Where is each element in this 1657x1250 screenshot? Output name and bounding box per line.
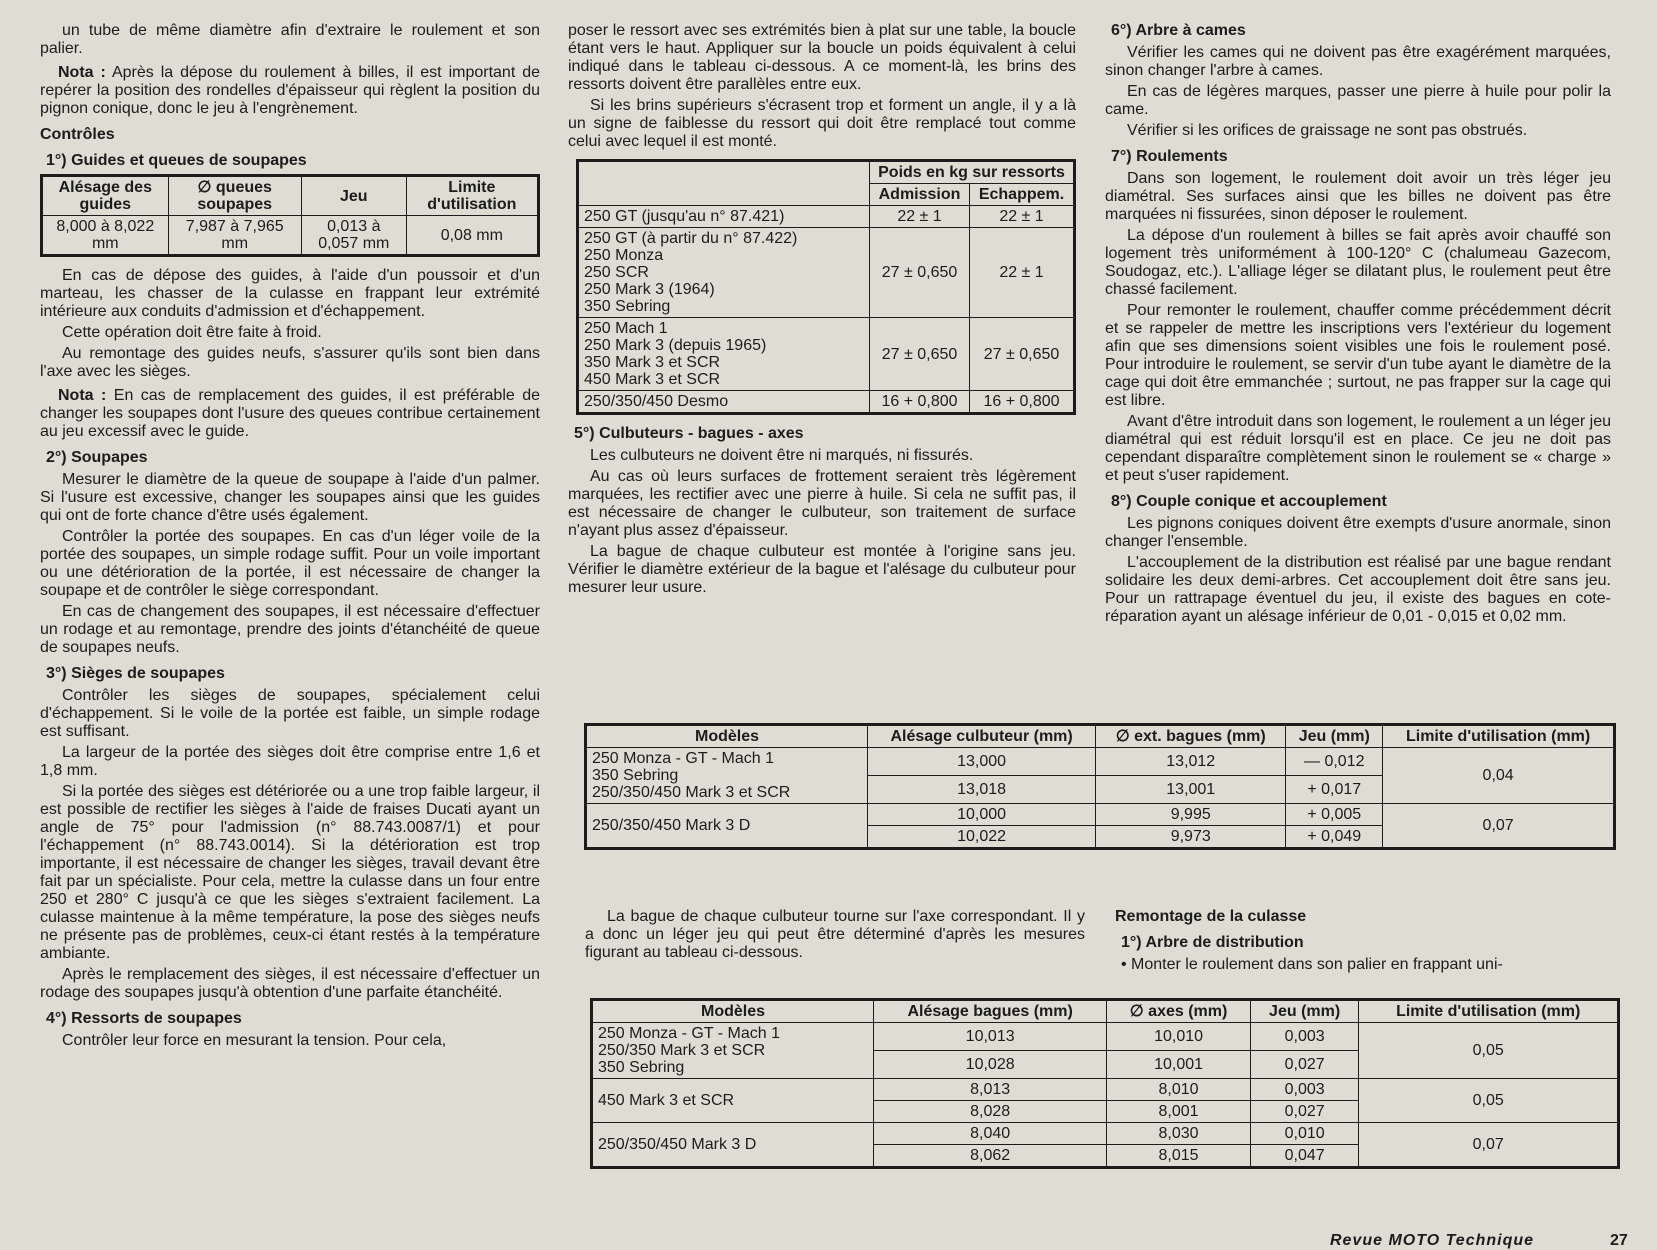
- model-name: 250 Monza - GT - Mach 1: [598, 1025, 780, 1042]
- note-text: En cas de remplacement des guides, il est préférable de changer les soupapes dont l'usure des queues contribue certainement au jeu excessif avec le guide.: [40, 387, 540, 440]
- model-name: 250/350/450 Mark 3 et SCR: [592, 784, 791, 801]
- table-header: ∅ axes (mm): [1107, 1000, 1251, 1023]
- model-name: 450 Mark 3 et SCR: [598, 1092, 735, 1109]
- paragraph: La dépose d'un roulement à billes se fait après avoir chauffé son logement très uniformément à 100-120° C (chalumeau Gazecom, Soudogaz, etc.). L'alliage léger se dilatant plus, le roulement peut être chassé facilement.: [1105, 227, 1611, 298]
- model-name: 250/350/450 Desmo: [584, 393, 729, 410]
- table-cell: 0,013 à 0,057 mm: [301, 216, 406, 256]
- table-cell-models: [578, 228, 870, 318]
- paragraph: La bague de chaque culbuteur tourne sur l'axe correspondant. Il y a donc un léger jeu qui peut être déterminé d'après les mesures figurant au tableau ci-dessous.: [585, 908, 1085, 961]
- paragraph: En cas de changement des soupapes, il est nécessaire d'effectuer un rodage et au remontage, prendre des joints d'étanchéité de queue de soupapes neufs.: [40, 603, 540, 656]
- paragraph: La largeur de la portée des sièges doit être comprise entre 1,6 et 1,8 mm.: [40, 744, 540, 779]
- table-cell: 8,000 à 8,022 mm: [42, 216, 169, 256]
- table-cell: 27 ± 0,650: [870, 228, 970, 318]
- model-name: 250 Monza: [584, 247, 664, 264]
- model-name: 250 Monza - GT - Mach 1: [592, 750, 774, 767]
- subsection-heading: 2°) Soupapes: [46, 449, 148, 466]
- table-cell: 8,015: [1107, 1145, 1251, 1168]
- table-header: Limite d'utilisation (mm): [1359, 1000, 1619, 1023]
- table-cell: 13,001: [1096, 776, 1286, 804]
- column-1: [40, 22, 540, 1053]
- section-heading: Remontage de la culasse: [1115, 908, 1307, 925]
- table-cell: + 0,049: [1286, 826, 1383, 849]
- table-cell: 8,010: [1107, 1079, 1251, 1101]
- table-cell: 8,030: [1107, 1123, 1251, 1145]
- column-3: [1105, 22, 1611, 629]
- guides-table: [40, 174, 540, 257]
- publication-name: Revue MOTO Technique: [1330, 1232, 1535, 1249]
- model-name: 350 Sebring: [598, 1059, 685, 1076]
- subsection-heading: 3°) Sièges de soupapes: [46, 665, 225, 682]
- model-name: 250/350/450 Mark 3 D: [592, 817, 751, 834]
- subsection-heading: 5°) Culbuteurs - bagues - axes: [574, 425, 804, 442]
- table-cell: 0,003: [1250, 1079, 1359, 1101]
- rocker-table: [584, 723, 1616, 850]
- paragraph: Dans son logement, le roulement doit avoir un très léger jeu diamétral. Ses surfaces ainsi que les billes ne doivent pas être marquées ni fissurées, sinon déposer le roulement.: [1105, 170, 1611, 223]
- table-cell: 8,013: [874, 1079, 1107, 1101]
- table-cell: 8,062: [874, 1145, 1107, 1168]
- paragraph: L'accouplement de la distribution est réalisé par une bague rendant solidaire les deux demi-arbres. Cet accouplement doit être sans jeu. Pour un rattrapage éventuel du jeu, il existe des bagues en cote-réparation ayant un alésage inférieur de 0,01 - 0,015 et 0,02 mm.: [1105, 554, 1611, 625]
- table-cell-models: [592, 1123, 874, 1168]
- table-cell: 8,001: [1107, 1101, 1251, 1123]
- table-cell: 0,027: [1250, 1051, 1359, 1079]
- paragraph: Vérifier les cames qui ne doivent pas être exagérément marquées, sinon changer l'arbre à cames.: [1105, 44, 1611, 79]
- table-cell: 22 ± 1: [970, 228, 1075, 318]
- table-header: ∅ queues soupapes: [168, 176, 301, 216]
- note-text: Après la dépose du roulement à billes, il est important de repérer la position des rondelles d'épaisseur qui règlent la position du pignon conique, donc le jeu à l'engrènement.: [40, 64, 541, 117]
- paragraph: Pour remonter le roulement, chauffer comme précédemment décrit et se rappeler de mettre les inscriptions vers l'extérieur du logement afin que ses dimensions soient visibles une fois le roulement posé. Pour introduire le roulement, se servir d'un tube ayant le diamètre de la cage qui doit être emmanchée ; surtout, ne pas frapper sur la cage qui est libre.: [1105, 302, 1611, 409]
- table-cell: 0,04: [1383, 748, 1615, 804]
- table-cell: 0,010: [1250, 1123, 1359, 1145]
- table-cell: 22 ± 1: [870, 206, 970, 228]
- paragraph: La bague de chaque culbuteur est montée à l'origine sans jeu. Vérifier le diamètre extérieur de la bague et l'alésage du culbuteur pour mesurer leur usure.: [568, 543, 1076, 596]
- table-cell: 0,08 mm: [406, 216, 538, 256]
- table-header: ∅ ext. bagues (mm): [1096, 725, 1286, 748]
- page-number: 27: [1610, 1232, 1628, 1249]
- note-label: Nota :: [58, 387, 107, 404]
- paragraph: En cas de dépose des guides, à l'aide d'un poussoir et d'un marteau, les chasser de la culasse en frappant leur extrémité intérieure aux conduits d'admission et d'échappement.: [40, 267, 540, 320]
- table-cell: 0,05: [1359, 1079, 1619, 1123]
- table-cell: 16 + 0,800: [970, 391, 1075, 414]
- table-cell: 9,995: [1096, 804, 1286, 826]
- table-header: Modèles: [592, 1000, 874, 1023]
- table-cell: 0,003: [1250, 1023, 1359, 1051]
- table-cell: — 0,012: [1286, 748, 1383, 776]
- table-header: Modèles: [586, 725, 868, 748]
- table-cell: 10,022: [868, 826, 1096, 849]
- table-cell: 0,05: [1359, 1023, 1619, 1079]
- column-2: [568, 22, 1076, 600]
- paragraph: Contrôler la portée des soupapes. En cas d'un léger voile de la portée des soupapes, un simple rodage suffit. Pour un voile important ou une détérioration de la portée, il est nécessaire de changer la soupape et de contrôler le siège correspondant.: [40, 528, 540, 599]
- subsection-heading: 1°) Arbre de distribution: [1121, 934, 1304, 951]
- table-header: Limite d'utilisation (mm): [1383, 725, 1615, 748]
- subsection-heading: 8°) Couple conique et accouplement: [1111, 493, 1387, 510]
- section-heading: Contrôles: [40, 126, 115, 143]
- table-cell: 0,07: [1359, 1123, 1619, 1168]
- column-3-lower: [1115, 908, 1615, 974]
- axle-table: [590, 998, 1620, 1169]
- table-cell: 8,040: [874, 1123, 1107, 1145]
- table-header: Admission: [870, 184, 970, 206]
- subsection-heading: 6°) Arbre à cames: [1111, 22, 1246, 39]
- paragraph: Contrôler les sièges de soupapes, spécialement celui d'échappement. Si le voile de la portée est faible, un simple rodage est suffisant.: [40, 687, 540, 740]
- table-cell: 7,987 à 7,965 mm: [168, 216, 301, 256]
- model-name: 350 Sebring: [584, 298, 671, 315]
- model-name: 350 Sebring: [592, 767, 679, 784]
- table-header: Alésage culbuteur (mm): [868, 725, 1096, 748]
- table-cell: 27 ± 0,650: [870, 318, 970, 391]
- model-name: 450 Mark 3 et SCR: [584, 371, 721, 388]
- paragraph: un tube de même diamètre afin d'extraire le roulement et son palier.: [40, 22, 540, 57]
- paragraph: poser le ressort avec ses extrémités bien à plat sur une table, la boucle étant vers le haut. Appliquer sur la boucle un poids équivalent à celui indiqué dans le tableau ci-dessous. A ce moment-là, les brins des ressorts doivent être parallèles entre eux.: [568, 22, 1076, 93]
- paragraph: En cas de légères marques, passer une pierre à huile pour polir la came.: [1105, 83, 1611, 118]
- column-2-lower: [585, 908, 1085, 965]
- table-cell: 16 + 0,800: [870, 391, 970, 414]
- table-cell: 0,027: [1250, 1101, 1359, 1123]
- note-label: Nota :: [58, 64, 106, 81]
- table-cell: 0,047: [1250, 1145, 1359, 1168]
- model-name: 250 SCR: [584, 264, 649, 281]
- table-cell: 13,012: [1096, 748, 1286, 776]
- paragraph: Les culbuteurs ne doivent être ni marqués, ni fissurés.: [590, 447, 974, 464]
- table-cell-models: [592, 1023, 874, 1079]
- paragraph: Avant d'être introduit dans son logement, le roulement a un léger jeu diamétral qui est réduit lorsqu'il est en place. Ce jeu ne doit pas cependant disparaître complètement sinon le roulement se « charge » et peut s'user rapidement.: [1105, 413, 1611, 484]
- paragraph: Mesurer le diamètre de la queue de soupape à l'aide d'un palmer. Si l'usure est excessive, changer les soupapes ainsi que les guides qui ont de forte chance d'être usés également.: [40, 471, 540, 524]
- model-name: 250/350 Mark 3 et SCR: [598, 1042, 766, 1059]
- model-name: 250 GT (jusqu'au n° 87.421): [584, 208, 785, 225]
- table-header: Jeu (mm): [1286, 725, 1383, 748]
- paragraph: Si les brins supérieurs s'écrasent trop et forment un angle, il y a là un signe de faiblesse du ressort qui doit être remplacé tout comme celui avec lequel il est monté.: [568, 97, 1076, 150]
- table-header: Limite d'utilisation: [406, 176, 538, 216]
- table-header: Jeu: [301, 176, 406, 216]
- paragraph: Les pignons coniques doivent être exempts d'usure anormale, sinon changer l'ensemble.: [1105, 515, 1611, 550]
- table-cell: 10,028: [874, 1051, 1107, 1079]
- table-cell: + 0,005: [1286, 804, 1383, 826]
- table-cell: 13,000: [868, 748, 1096, 776]
- table-cell-models: [578, 391, 870, 414]
- subsection-heading: 1°) Guides et queues de soupapes: [46, 152, 307, 169]
- table-cell: 13,018: [868, 776, 1096, 804]
- table-cell: 10,000: [868, 804, 1096, 826]
- table-cell-models: [578, 206, 870, 228]
- table-cell: 22 ± 1: [970, 206, 1075, 228]
- paragraph: Contrôler leur force en mesurant la tension. Pour cela,: [62, 1032, 447, 1049]
- paragraph: Vérifier si les orifices de graissage ne sont pas obstrués.: [1127, 122, 1528, 139]
- bullet-item: • Monter le roulement dans son palier en frappant uni-: [1121, 956, 1503, 973]
- paragraph: Après le remplacement des sièges, il est nécessaire d'effectuer un rodage des soupapes jusqu'à obtention d'une parfaite étanchéité.: [40, 966, 540, 1001]
- table-header: Alésage bagues (mm): [874, 1000, 1107, 1023]
- table-header: Jeu (mm): [1250, 1000, 1359, 1023]
- table-header: Echappem.: [970, 184, 1075, 206]
- subsection-heading: 7°) Roulements: [1111, 148, 1228, 165]
- table-cell: 10,010: [1107, 1023, 1251, 1051]
- model-name: 250 Mark 3 (depuis 1965): [584, 337, 767, 354]
- table-cell: 27 ± 0,650: [970, 318, 1075, 391]
- table-cell-models: [586, 748, 868, 804]
- table-corner: [578, 161, 870, 206]
- paragraph: Cette opération doit être faite à froid.: [62, 324, 322, 341]
- model-name: 250/350/450 Mark 3 D: [598, 1136, 757, 1153]
- table-cell-models: [592, 1079, 874, 1123]
- paragraph: Au cas où leurs surfaces de frottement seraient très légèrement marquées, les rectifier avec une pierre à huile. Si cela ne suffit pas, il est nécessaire de changer le culbuteur, son traitement de surface n'ayant plus assez d'épaisseur.: [568, 468, 1076, 539]
- note: [40, 387, 540, 441]
- model-name: 250 Mark 3 (1964): [584, 281, 715, 298]
- springs-table: [576, 159, 1076, 415]
- model-name: 250 GT (à partir du n° 87.422): [584, 230, 798, 247]
- table-header: Alésage des guides: [42, 176, 169, 216]
- paragraph: Si la portée des sièges est détériorée ou a une trop faible largeur, il est possible de rectifier les sièges à l'aide de fraises Ducati ayant un angle de 75° pour l'admission (n° 88.743.0087/1) et pour l'échappement (n° 88.743.0014). Si la détérioration est trop importante, il est nécessaire de changer les sièges, travail devant être fait par un spécialiste. Pour cela, mettre la culasse dans un four entre 250 et 280° C jusqu'à ce que les sièges s'extraient facilement. La culasse maintenue à la même température, la pose des sièges neufs ne présente pas de problèmes, ceux-ci étant restés à la température ambiante.: [40, 783, 540, 962]
- paragraph: Au remontage des guides neufs, s'assurer qu'ils sont bien dans l'axe avec les sièges.: [40, 345, 540, 380]
- table-header: Poids en kg sur ressorts: [870, 161, 1075, 184]
- table-cell-models: [578, 318, 870, 391]
- model-name: 250 Mach 1: [584, 320, 668, 337]
- table-cell: 9,973: [1096, 826, 1286, 849]
- note: [40, 64, 540, 118]
- model-name: 350 Mark 3 et SCR: [584, 354, 721, 371]
- table-cell: 8,028: [874, 1101, 1107, 1123]
- table-cell: 10,001: [1107, 1051, 1251, 1079]
- subsection-heading: 4°) Ressorts de soupapes: [46, 1010, 242, 1027]
- table-cell: + 0,017: [1286, 776, 1383, 804]
- table-cell-models: [586, 804, 868, 849]
- table-cell: 10,013: [874, 1023, 1107, 1051]
- table-cell: 0,07: [1383, 804, 1615, 849]
